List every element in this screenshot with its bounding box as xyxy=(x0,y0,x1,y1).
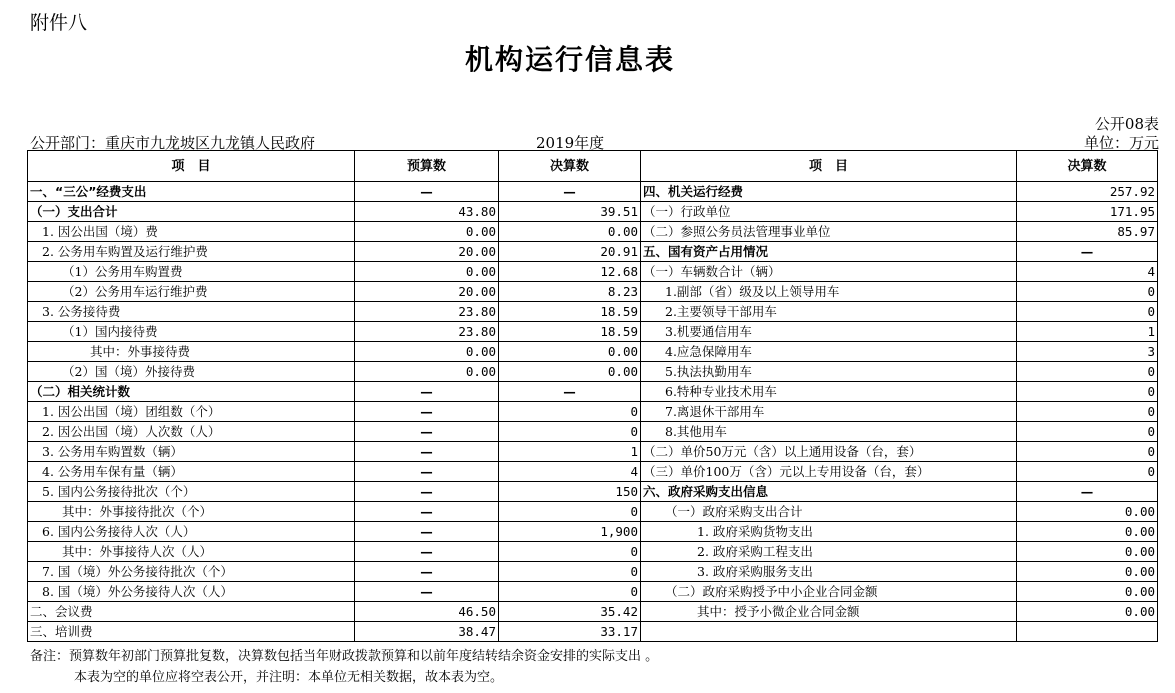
row-item-left: （2）国（境）外接待费 xyxy=(28,362,355,382)
row-item-left: 1. 因公出国（境）团组数（个） xyxy=(28,402,355,422)
row-budget: — xyxy=(355,502,499,522)
row-final: 150 xyxy=(499,482,641,502)
row-budget: 20.00 xyxy=(355,282,499,302)
row-budget: — xyxy=(355,182,499,202)
row-final: 18.59 xyxy=(499,322,641,342)
header-final: 决算数 xyxy=(499,151,641,182)
table-row xyxy=(28,282,1158,302)
row-item-left: （1）公务用车购置费 xyxy=(28,262,355,282)
table-row xyxy=(28,522,1158,542)
row-budget: 46.50 xyxy=(355,602,499,622)
row-final-right: 85.97 xyxy=(1017,222,1158,242)
row-item-left: 7. 国（境）外公务接待批次（个） xyxy=(28,562,355,582)
table-row xyxy=(28,582,1158,602)
row-final-right: 0 xyxy=(1017,282,1158,302)
row-budget: — xyxy=(355,542,499,562)
row-final: 0 xyxy=(499,502,641,522)
row-final-right: 0 xyxy=(1017,362,1158,382)
row-final: 1,900 xyxy=(499,522,641,542)
row-item-left: 其中：外事接待人次（人） xyxy=(28,542,355,562)
row-item-right: 2. 政府采购工程支出 xyxy=(641,542,1017,562)
row-final-right: — xyxy=(1017,482,1158,502)
info-table xyxy=(27,150,1158,642)
row-final: 12.68 xyxy=(499,262,641,282)
row-item-right: （一）行政单位 xyxy=(641,202,1017,222)
row-item-right: 8.其他用车 xyxy=(641,422,1017,442)
row-item-left: 8. 国（境）外公务接待人次（人） xyxy=(28,582,355,602)
header-final-right: 决算数 xyxy=(1017,151,1158,182)
table-row xyxy=(28,502,1158,522)
row-budget: — xyxy=(355,482,499,502)
row-final-right: — xyxy=(1017,242,1158,262)
row-final-right xyxy=(1017,622,1158,642)
table-row xyxy=(28,182,1158,202)
row-budget: — xyxy=(355,582,499,602)
note-line-2: 本表为空的单位应将空表公开，并注明：本单位无相关数据，故本表为空。 xyxy=(74,670,504,685)
table-row xyxy=(28,242,1158,262)
row-item-left: 2. 因公出国（境）人次数（人） xyxy=(28,422,355,442)
header-item-right: 项 目 xyxy=(641,151,1017,182)
row-final: 35.42 xyxy=(499,602,641,622)
row-item-left: （一）支出合计 xyxy=(28,202,355,222)
row-item-right: （二）参照公务员法管理事业单位 xyxy=(641,222,1017,242)
row-item-right: 四、机关运行经费 xyxy=(641,182,1017,202)
row-budget: — xyxy=(355,462,499,482)
row-final: 0 xyxy=(499,582,641,602)
row-final-right: 0 xyxy=(1017,422,1158,442)
row-item-right: 五、国有资产占用情况 xyxy=(641,242,1017,262)
info-table-body xyxy=(28,151,1158,642)
header-budget: 预算数 xyxy=(355,151,499,182)
row-budget: 38.47 xyxy=(355,622,499,642)
row-item-right: （三）单价100万（含）元以上专用设备（台，套） xyxy=(641,462,1017,482)
form-code: 公开08表 xyxy=(1094,115,1159,133)
row-item-left: 二、会议费 xyxy=(28,602,355,622)
table-row xyxy=(28,222,1158,242)
table-row xyxy=(28,562,1158,582)
row-item-left: 3. 公务接待费 xyxy=(28,302,355,322)
row-item-left: （2）公务用车运行维护费 xyxy=(28,282,355,302)
row-budget: 0.00 xyxy=(355,362,499,382)
row-item-right: 六、政府采购支出信息 xyxy=(641,482,1017,502)
row-item-right: 3.机要通信用车 xyxy=(641,322,1017,342)
row-item-right: 6.特种专业技术用车 xyxy=(641,382,1017,402)
row-item-left: （1）国内接待费 xyxy=(28,322,355,342)
row-final: 33.17 xyxy=(499,622,641,642)
row-budget: — xyxy=(355,522,499,542)
row-final-right: 257.92 xyxy=(1017,182,1158,202)
row-item-right: （二）政府采购授予中小企业合同金额 xyxy=(641,582,1017,602)
row-budget: — xyxy=(355,422,499,442)
row-item-left: 一、“三公”经费支出 xyxy=(28,182,355,202)
row-item-left: （二）相关统计数 xyxy=(28,382,355,402)
header-item: 项 目 xyxy=(28,151,355,182)
table-row xyxy=(28,342,1158,362)
row-final-right: 0.00 xyxy=(1017,562,1158,582)
unit-label: 单位：万元 xyxy=(1083,134,1159,152)
row-item-left: 1. 因公出国（境）费 xyxy=(28,222,355,242)
row-item-right: （一）政府采购支出合计 xyxy=(641,502,1017,522)
row-final-right: 0.00 xyxy=(1017,522,1158,542)
row-final: 0 xyxy=(499,422,641,442)
row-budget: — xyxy=(355,382,499,402)
row-item-right: 7.离退休干部用车 xyxy=(641,402,1017,422)
row-final: 0.00 xyxy=(499,342,641,362)
row-item-right: （二）单价50万元（含）以上通用设备（台，套） xyxy=(641,442,1017,462)
row-budget: 0.00 xyxy=(355,262,499,282)
row-item-right: （一）车辆数合计（辆） xyxy=(641,262,1017,282)
row-item-left: 5. 国内公务接待批次（个） xyxy=(28,482,355,502)
row-budget: 23.80 xyxy=(355,322,499,342)
table-row xyxy=(28,482,1158,502)
table-row xyxy=(28,302,1158,322)
table-row xyxy=(28,462,1158,482)
table-row xyxy=(28,362,1158,382)
row-final: 18.59 xyxy=(499,302,641,322)
row-final: 4 xyxy=(499,462,641,482)
row-final-right: 0 xyxy=(1017,462,1158,482)
row-item-right: 5.执法执勤用车 xyxy=(641,362,1017,382)
row-budget: 0.00 xyxy=(355,342,499,362)
table-row xyxy=(28,422,1158,442)
row-final: 0.00 xyxy=(499,362,641,382)
table-row xyxy=(28,322,1158,342)
row-budget: — xyxy=(355,402,499,422)
row-item-right: 1. 政府采购货物支出 xyxy=(641,522,1017,542)
table-row xyxy=(28,442,1158,462)
row-final-right: 0.00 xyxy=(1017,582,1158,602)
row-final-right: 1 xyxy=(1017,322,1158,342)
row-budget: — xyxy=(355,442,499,462)
page-title: 机构运行信息表 xyxy=(464,43,675,76)
row-item-right: 2.主要领导干部用车 xyxy=(641,302,1017,322)
row-budget: 23.80 xyxy=(355,302,499,322)
row-final-right: 0 xyxy=(1017,302,1158,322)
attachment-label: 附件八 xyxy=(30,12,88,34)
department-label: 公开部门：重庆市九龙坡区九龙镇人民政府 xyxy=(30,134,316,152)
row-item-left: 其中：外事接待费 xyxy=(28,342,355,362)
table-row xyxy=(28,602,1158,622)
row-final: 39.51 xyxy=(499,202,641,222)
year-label: 2019年度 xyxy=(536,134,605,152)
row-item-left: 4. 公务用车保有量（辆） xyxy=(28,462,355,482)
table-row xyxy=(28,622,1158,642)
row-item-left: 6. 国内公务接待人次（人） xyxy=(28,522,355,542)
note-line-1: 备注：预算数年初部门预算批复数，决算数包括当年财政拨款预算和以前年度结转结余资金安排的实际支出 。 xyxy=(30,649,659,664)
row-final-right: 0.00 xyxy=(1017,502,1158,522)
row-budget: — xyxy=(355,562,499,582)
row-final: 0 xyxy=(499,402,641,422)
row-item-left: 其中：外事接待批次（个） xyxy=(28,502,355,522)
row-final: 0 xyxy=(499,542,641,562)
row-budget: 0.00 xyxy=(355,222,499,242)
row-final: 20.91 xyxy=(499,242,641,262)
row-budget: 43.80 xyxy=(355,202,499,222)
row-item-right: 4.应急保障用车 xyxy=(641,342,1017,362)
row-budget: 20.00 xyxy=(355,242,499,262)
table-row xyxy=(28,382,1158,402)
row-item-right xyxy=(641,622,1017,642)
table-header-row xyxy=(28,151,1158,182)
table-row xyxy=(28,202,1158,222)
row-final-right: 0.00 xyxy=(1017,602,1158,622)
row-final-right: 0 xyxy=(1017,382,1158,402)
row-final: 0.00 xyxy=(499,222,641,242)
row-final: 1 xyxy=(499,442,641,462)
row-item-right: 1.副部（省）级及以上领导用车 xyxy=(641,282,1017,302)
row-final: 8.23 xyxy=(499,282,641,302)
row-item-left: 三、培训费 xyxy=(28,622,355,642)
row-item-left: 3. 公务用车购置数（辆） xyxy=(28,442,355,462)
table-row xyxy=(28,542,1158,562)
row-final-right: 0 xyxy=(1017,442,1158,462)
row-final-right: 171.95 xyxy=(1017,202,1158,222)
table-row xyxy=(28,402,1158,422)
row-final-right: 4 xyxy=(1017,262,1158,282)
table-row xyxy=(28,262,1158,282)
row-final-right: 0.00 xyxy=(1017,542,1158,562)
row-final: 0 xyxy=(499,562,641,582)
row-final-right: 0 xyxy=(1017,402,1158,422)
row-item-right: 其中：授予小微企业合同金额 xyxy=(641,602,1017,622)
row-item-left: 2. 公务用车购置及运行维护费 xyxy=(28,242,355,262)
row-final: — xyxy=(499,382,641,402)
row-item-right: 3. 政府采购服务支出 xyxy=(641,562,1017,582)
row-final: — xyxy=(499,182,641,202)
row-final-right: 3 xyxy=(1017,342,1158,362)
